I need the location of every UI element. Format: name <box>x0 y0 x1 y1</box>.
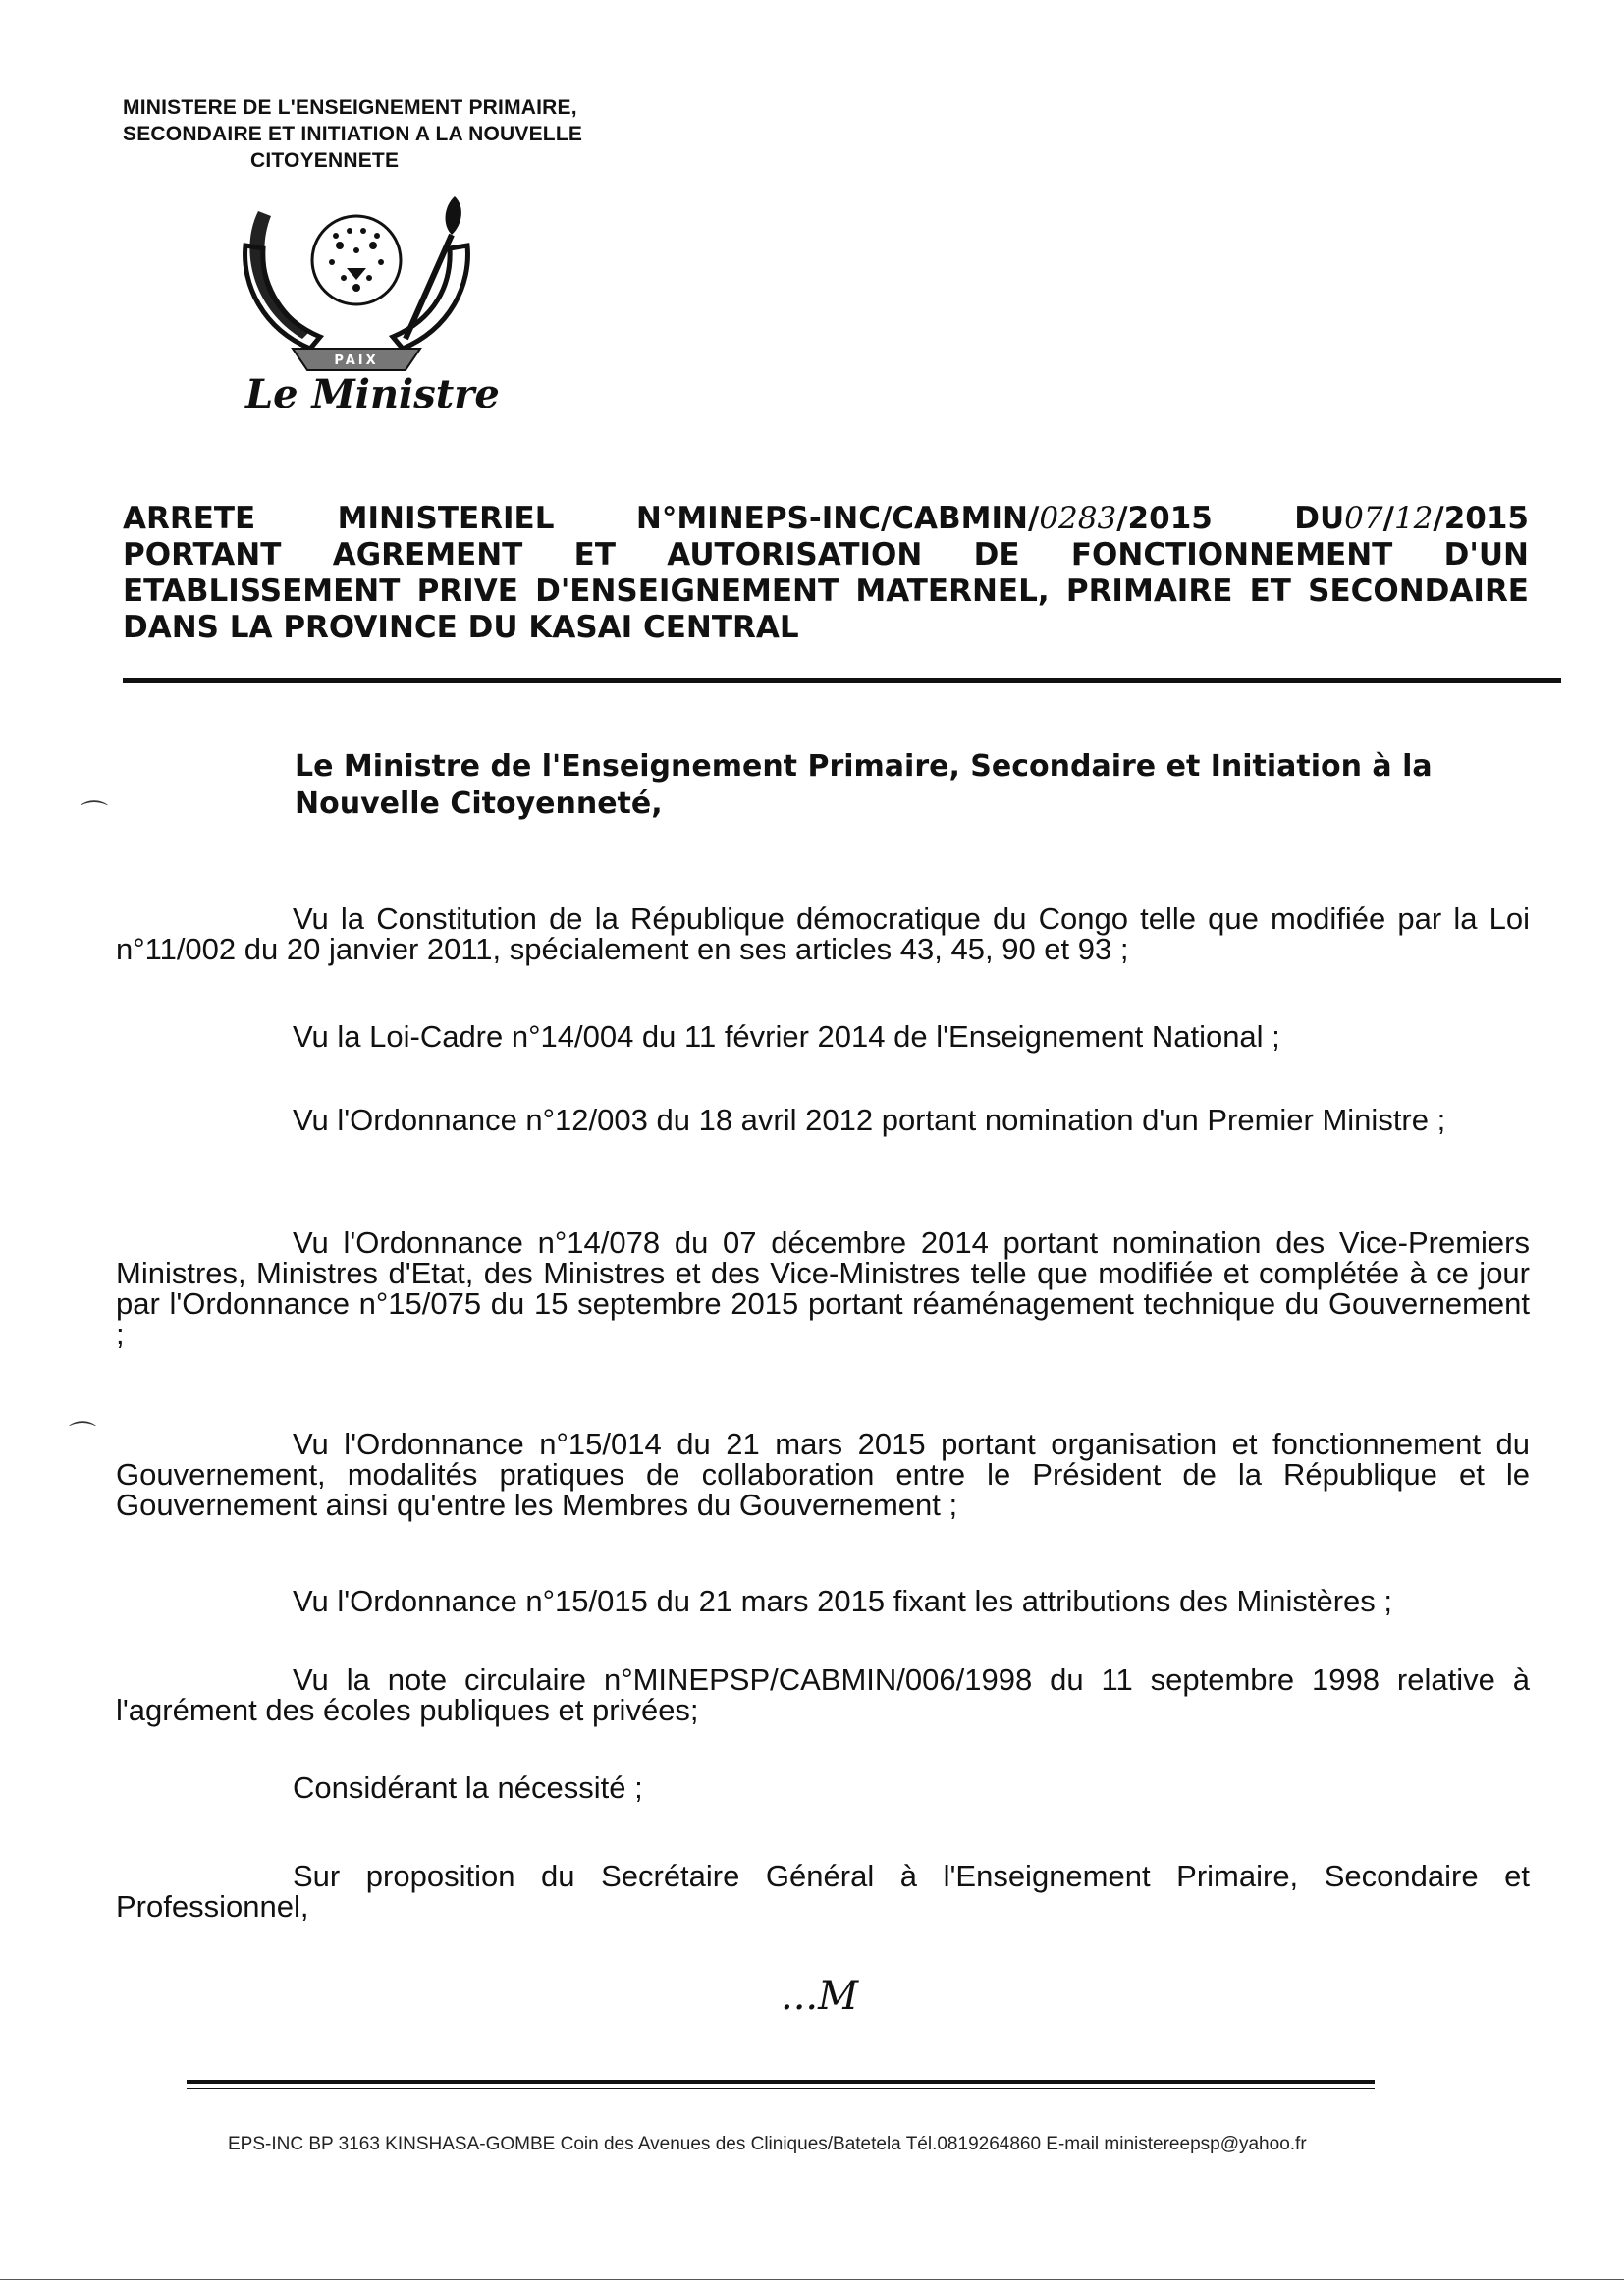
footer-divider-thin <box>187 2088 1375 2089</box>
footer-address: EPS-INC BP 3163 KINSHASA-GOMBE Coin des Avenues des Cliniques/Batetela Tél.0819264860 E-mail ministereepsp@yahoo.fr <box>228 2134 1307 2154</box>
title-line-4: DANS LA PROVINCE DU KASAI CENTRAL <box>123 610 799 645</box>
preamble-paragraph: Vu la Constitution de la République démocratique du Congo telle que modifiée par la Loi n°11/002 du 20 janvier 2011, spécialement en ses articles 43, 45, 90 et 93 ; <box>116 901 1530 966</box>
preamble-paragraph: Vu l'Ordonnance n°15/014 du 21 mars 2015 portant organisation et fonctionnement du Gouvernement, modalités pratiques de collaboration entre le Président de la République et le Gouvernement ainsi qu'entre les Membres du Gouvernement ; <box>116 1427 1530 1522</box>
footer-divider <box>187 2080 1375 2084</box>
title-line-2: PORTANT AGREMENT ET AUTORISATION DE FONCTIONNEMENT D'UN <box>123 537 1529 572</box>
handwritten-initials: ...M <box>781 1974 859 2019</box>
preamble-paragraph: Vu la Loi-Cadre n°14/004 du 11 février 2014 de l'Enseignement National ; <box>293 1019 1280 1054</box>
preamble-paragraph: Vu l'Ordonnance n°14/078 du 07 décembre 2014 portant nomination des Vice-Premiers Ministres, Ministres d'Etat, des Ministres et des Vice-Ministres telle que modifiée et complétée à ce jour par l'Ordonnance n°15/075 du 15 septembre 2015 portant réaménagement technique du Gouvernement ; <box>116 1225 1530 1351</box>
signature-title: Le Ministre <box>245 371 500 417</box>
preamble-paragraph: Sur proposition du Secrétaire Général à l'Enseignement Primaire, Secondaire et Professionnel, <box>116 1859 1530 1924</box>
ministry-name <box>123 94 702 174</box>
addressee: Le Ministre de l'Enseignement Primaire, Secondaire et Initiation à la Nouvelle Citoyenneté, <box>295 749 1433 821</box>
title-divider <box>123 678 1561 683</box>
coat-of-arms-emblem-icon <box>234 191 479 373</box>
preamble-paragraph: Vu l'Ordonnance n°12/003 du 18 avril 2012 portant nomination d'un Premier Ministre ; <box>293 1103 1446 1137</box>
title-line-1: ARRETE MINISTERIEL N°MINEPS-INC/CABMIN/0283/2015 DU07/12/2015 <box>123 501 1529 536</box>
title-line-3: ETABLISSEMENT PRIVE D'ENSEIGNEMENT MATERNEL, PRIMAIRE ET SECONDAIRE <box>123 573 1529 609</box>
margin-mark: ⌒ <box>69 1420 97 1450</box>
ministry-line-2: SECONDAIRE ET INITIATION A LA NOUVELLE <box>123 123 583 145</box>
page-edge-line <box>0 2279 1624 2280</box>
preamble-paragraph: Vu la note circulaire n°MINEPSP/CABMIN/006/1998 du 11 septembre 1998 relative à l'agrément des écoles publiques et privées; <box>116 1662 1530 1727</box>
handwritten-decree-number: 0283 <box>1039 501 1117 536</box>
decree-title <box>123 501 1529 646</box>
handwritten-day: 07 <box>1344 501 1383 536</box>
ministry-line-3: CITOYENNETE <box>250 149 400 172</box>
preamble-paragraph: Vu l'Ordonnance n°15/015 du 21 mars 2015 fixant les attributions des Ministères ; <box>293 1584 1393 1618</box>
handwritten-month: 12 <box>1393 501 1434 536</box>
preamble-paragraph: Considérant la nécessité ; <box>293 1770 643 1805</box>
margin-mark: ⌒ <box>81 799 109 830</box>
svg-text:PAIX: PAIX <box>334 353 379 368</box>
ministry-line-1: MINISTERE DE L'ENSEIGNEMENT PRIMAIRE, <box>123 96 577 119</box>
